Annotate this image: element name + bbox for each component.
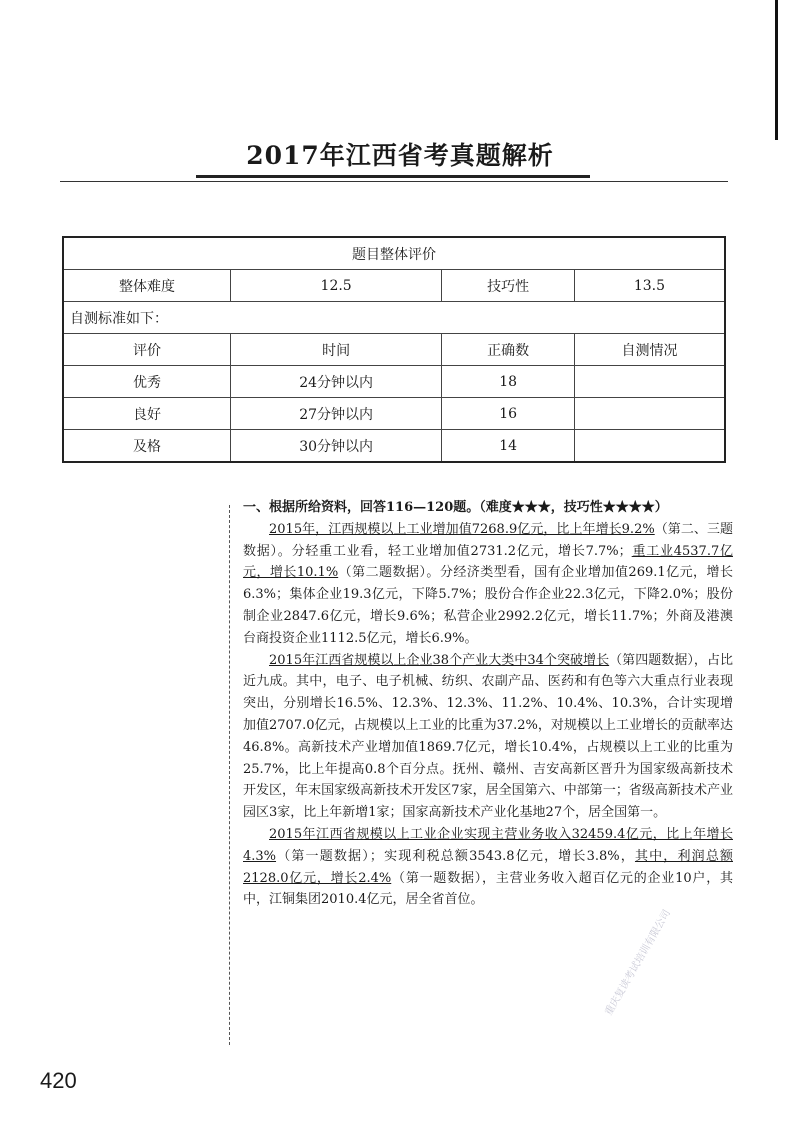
self-check-cell[interactable] (574, 430, 725, 463)
page-edge-line (775, 0, 778, 140)
table-row (63, 302, 725, 334)
underlined-text: 重工业4537.7亿元，增长10.1% (243, 543, 733, 581)
time-cell: 30分钟以内 (230, 430, 441, 463)
self-check-cell[interactable] (574, 398, 725, 430)
paragraph-text: （第一题数据）；实现利税总额3543.8亿元，增长3.8%， (276, 848, 635, 864)
header-correct: 正确数 (442, 334, 575, 366)
standard-note: 自测标准如下： (63, 302, 725, 334)
table-header-row (63, 334, 725, 366)
header-grade: 评价 (63, 334, 230, 366)
underlined-text: 其中，利润总额2128.0亿元，增长2.4% (243, 848, 733, 886)
correct-cell: 16 (442, 398, 575, 430)
correct-cell: 18 (442, 366, 575, 398)
skill-value: 13.5 (574, 270, 725, 302)
table-row (63, 398, 725, 430)
page-number: 420 (40, 1068, 77, 1093)
watermark: 重庆复读考试培训有限公司 (603, 908, 673, 1018)
paragraph-text: （第一题数据），主营业务收入超百亿元的企业10户，其中，江铜集团2010.4亿元，居全省首位。 (243, 870, 734, 908)
grade-cell: 优秀 (63, 366, 230, 398)
title-rule-thick (196, 175, 590, 178)
margin-dashed-line (229, 505, 230, 1045)
paragraph-text: （第二题数据）。分经济类型看，国有企业增加值269.1亿元，增长6.3%；集体企业19.3亿元，下降5.7%；股份合作企业22.3亿元，下降2.0%；股份制企业2847.6亿元，增长9.6%；私营企业2992.2亿元，增长11.7%；外商及港澳台商投资企业1112.5亿元，增长6.9%。 (243, 565, 733, 646)
table-row (63, 237, 725, 270)
self-check-cell[interactable] (574, 366, 725, 398)
paragraph-2 (243, 650, 733, 824)
correct-cell: 14 (442, 430, 575, 463)
evaluation-table (62, 236, 726, 463)
paragraph-text: （第四题数据），占比近九成。其中，电子、电子机械、纺织、农副产品、医药和有色等六大重点行业表现突出，分别增长16.5%、12.3%、12.3%、11.2%、10.4%、10.3%，合计实现增加值2707.0亿元，占规模以上工业的比重为37.2%，对规模以上工业增长的贡献率达46.8%。高新技术产业增加值1869.7亿元，增长10.4%，占规模以上工业的比重为25.7%，比上年提高0.8个百分点。抚州、赣州、吉安高新区晋升为国家级高新技术开发区，年末国家级高新技术开发区7家，居全国第六、中部第一；省级高新技术产业园区3家，比上年新增1家；国家高新技术产业化基地27个，居全国第一。 (243, 652, 733, 821)
table-caption: 题目整体评价 (63, 237, 725, 270)
grade-cell: 良好 (63, 398, 230, 430)
time-cell: 27分钟以内 (230, 398, 441, 430)
table-row (63, 430, 725, 463)
paragraph-text: （第二、三题数据）。分轻重工业看，轻工业增加值2731.2亿元，增长7.7%； (243, 521, 733, 559)
table-row (63, 270, 725, 302)
underlined-text: 2015年江西省规模以上企业38个产业大类中34个突破增长 (269, 652, 610, 668)
underlined-text: 2015年，江西规模以上工业增加值7268.9亿元，比上年增长9.2% (269, 521, 655, 537)
difficulty-label: 整体难度 (63, 270, 230, 302)
title-rule-thin (60, 181, 728, 182)
header-time: 时间 (230, 334, 441, 366)
time-cell: 24分钟以内 (230, 366, 441, 398)
question-material (243, 497, 733, 911)
paragraph-3 (243, 824, 733, 911)
question-heading: 一、根据所给资料，回答116—120题。（难度★★★，技巧性★★★★） (243, 500, 668, 515)
skill-label: 技巧性 (442, 270, 575, 302)
header-self-check: 自测情况 (574, 334, 725, 366)
difficulty-value: 12.5 (230, 270, 441, 302)
grade-cell: 及格 (63, 430, 230, 463)
page-title: 2017年江西省考真题解析 (246, 141, 554, 170)
underlined-text: 2015年江西省规模以上工业企业实现主营业务收入32459.4亿元，比上年增长4.3% (243, 826, 733, 864)
paragraph-1 (243, 519, 733, 650)
table-row (63, 366, 725, 398)
